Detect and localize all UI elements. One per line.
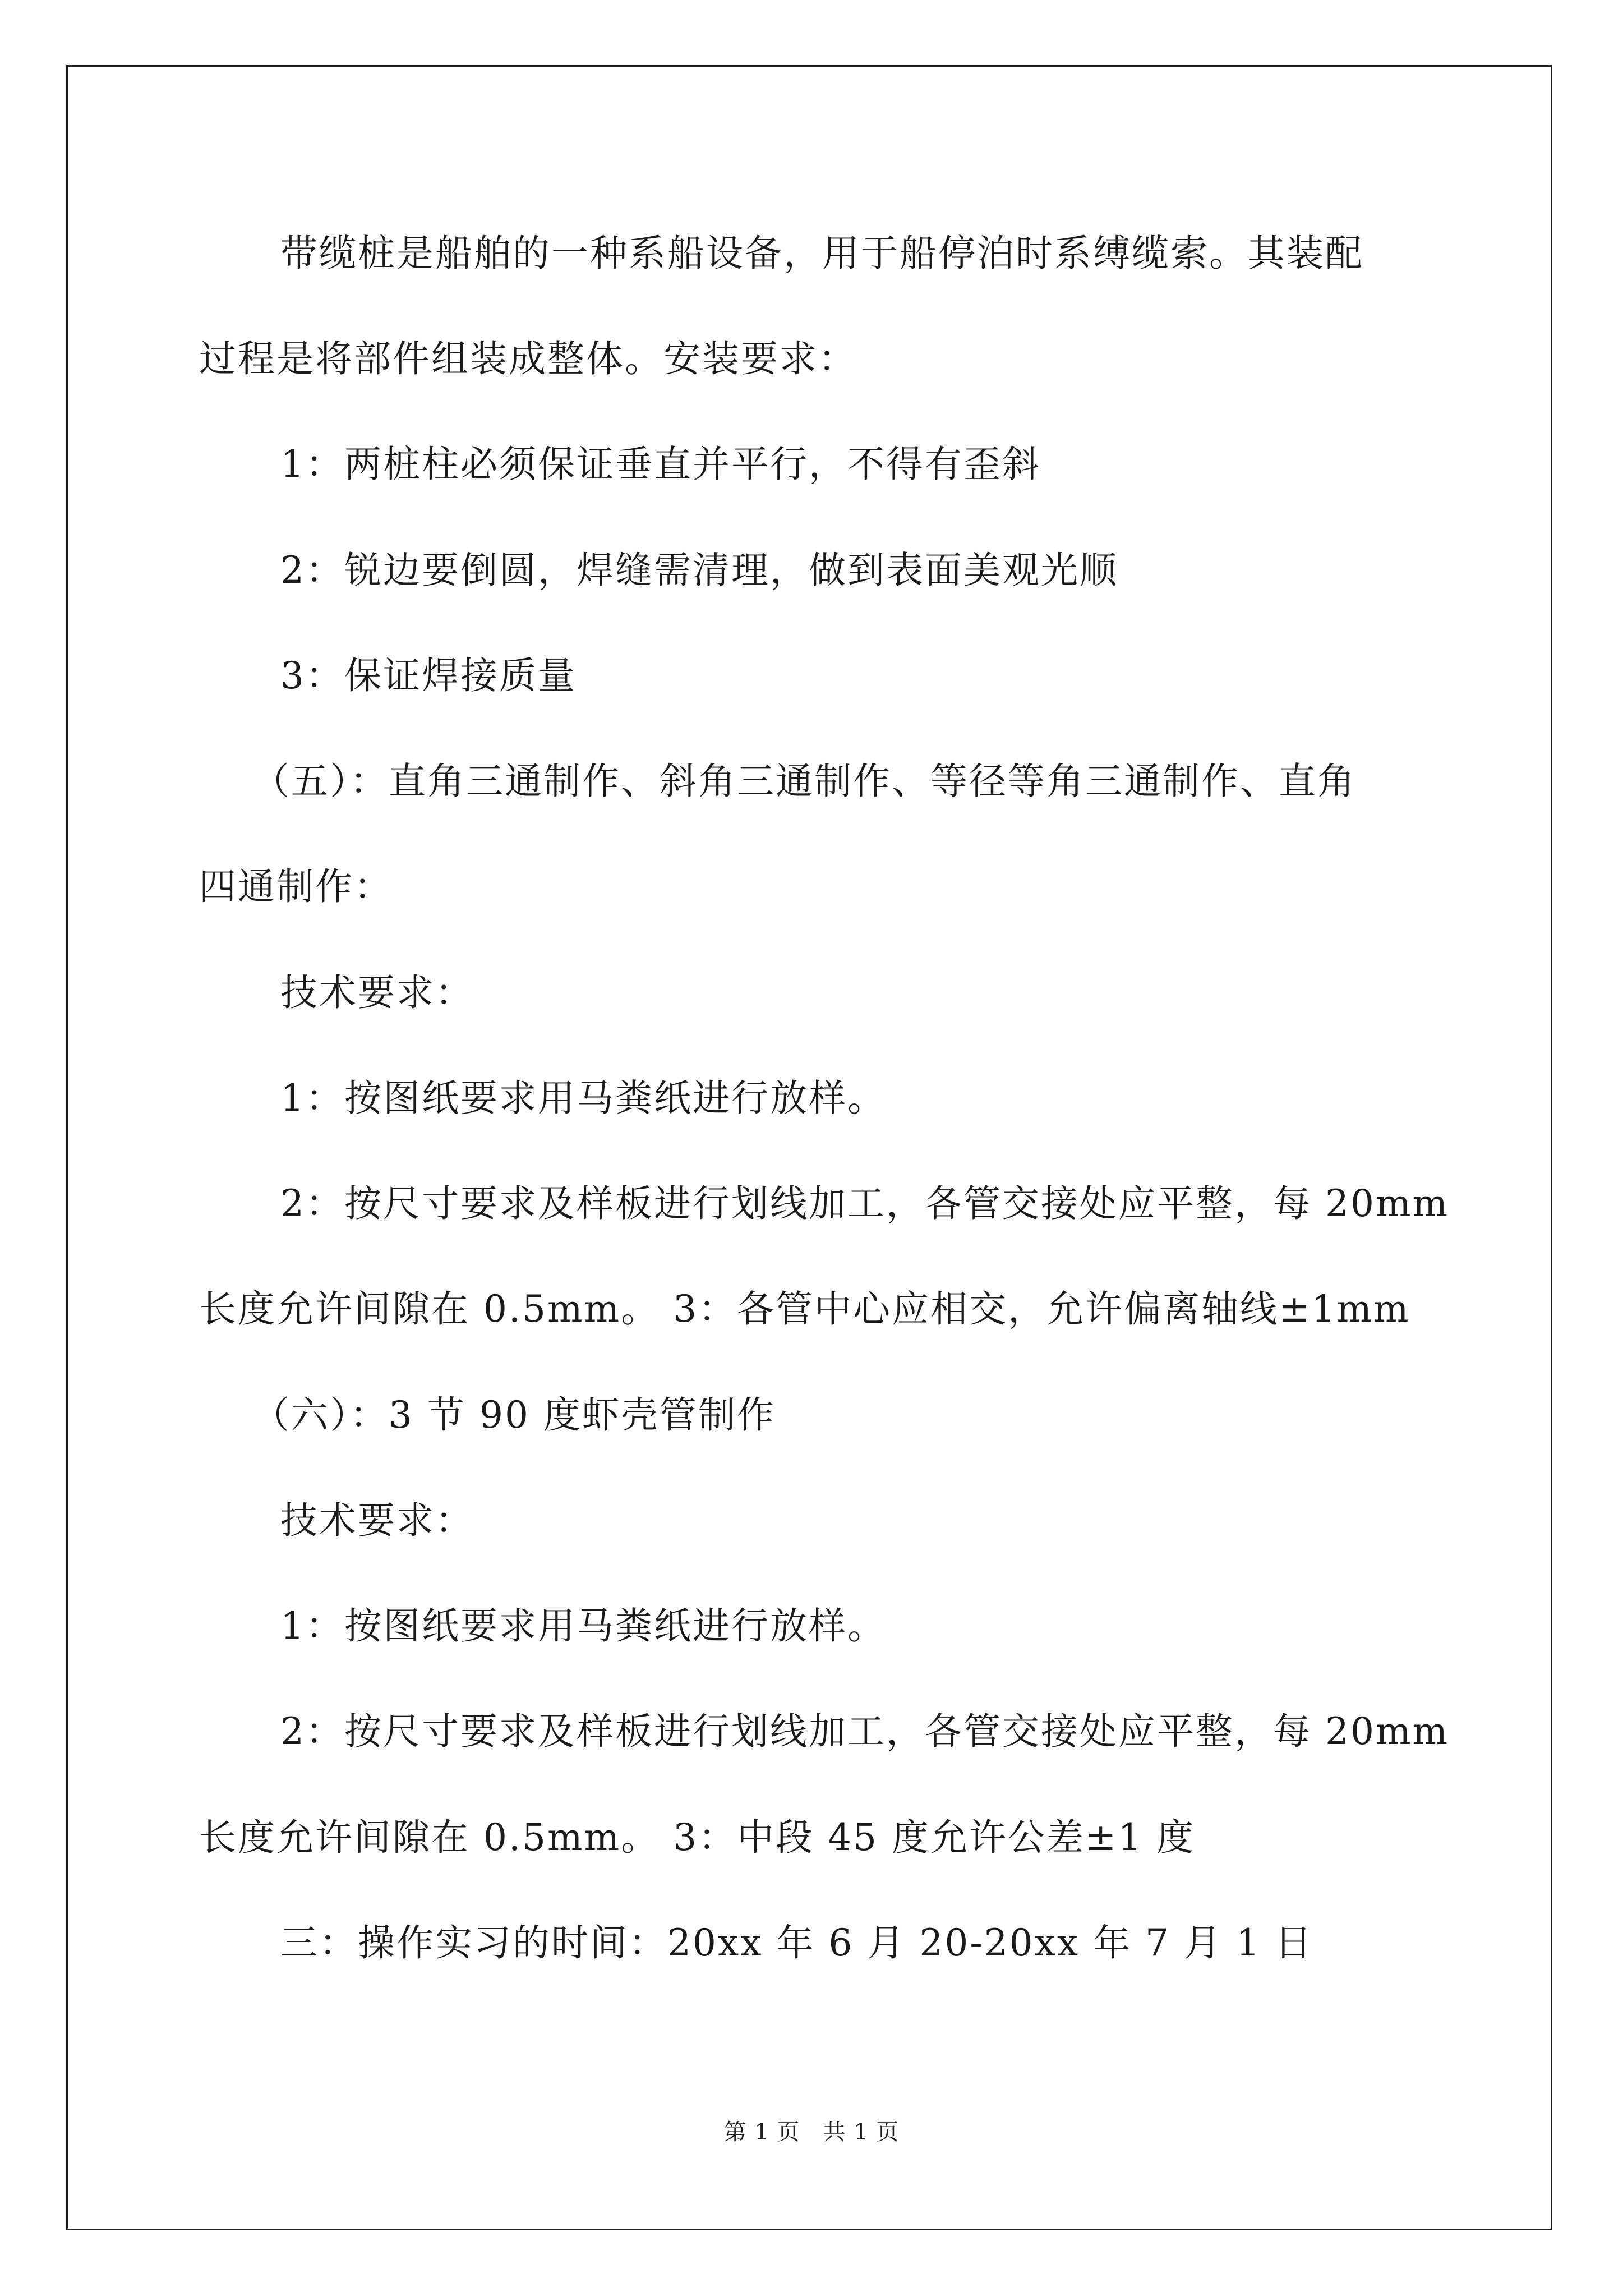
paragraph-line: 技术要求： bbox=[280, 971, 474, 1014]
paragraph-line: 1：按图纸要求用马粪纸进行放样。 bbox=[280, 1076, 886, 1120]
page-footer: 第 1 页 共 1 页 bbox=[723, 2119, 900, 2145]
paragraph-line: 长度允许间隙在 0.5mm。 3：各管中心应相交，允许偏离轴线±1mm bbox=[199, 1287, 1410, 1331]
paragraph-line: 四通制作： bbox=[199, 865, 393, 908]
paragraph-line: 技术要求： bbox=[280, 1499, 474, 1542]
paragraph-line: 1：两桩柱必须保证垂直并平行，不得有歪斜 bbox=[280, 443, 1041, 486]
paragraph-line: 带缆桩是船舶的一种系船设备，用于船停泊时系缚缆索。其装配 bbox=[280, 232, 1364, 275]
paragraph-line: 3：保证焊接质量 bbox=[280, 654, 577, 697]
paragraph-line: 1：按图纸要求用马粪纸进行放样。 bbox=[280, 1604, 886, 1648]
paragraph-line: 2：按尺寸要求及样板进行划线加工，各管交接处应平整，每 20mm bbox=[280, 1710, 1450, 1753]
paragraph-line: 三：操作实习的时间：20xx 年 6 月 20-20xx 年 7 月 1 日 bbox=[280, 1921, 1313, 1964]
paragraph-line: 过程是将部件组装成整体。安装要求： bbox=[199, 337, 857, 380]
paragraph-line: （六）：3 节 90 度虾壳管制作 bbox=[252, 1393, 776, 1437]
page-border bbox=[66, 65, 1552, 2230]
paragraph-line: （五）：直角三通制作、斜角三通制作、等径等角三通制作、直角 bbox=[252, 760, 1356, 803]
paragraph-line: 2：锐边要倒圆，焊缝需清理，做到表面美观光顺 bbox=[280, 549, 1118, 592]
paragraph-line: 长度允许间隙在 0.5mm。 3：中段 45 度允许公差±1 度 bbox=[199, 1816, 1196, 1859]
paragraph-line: 2：按尺寸要求及样板进行划线加工，各管交接处应平整，每 20mm bbox=[280, 1182, 1450, 1225]
